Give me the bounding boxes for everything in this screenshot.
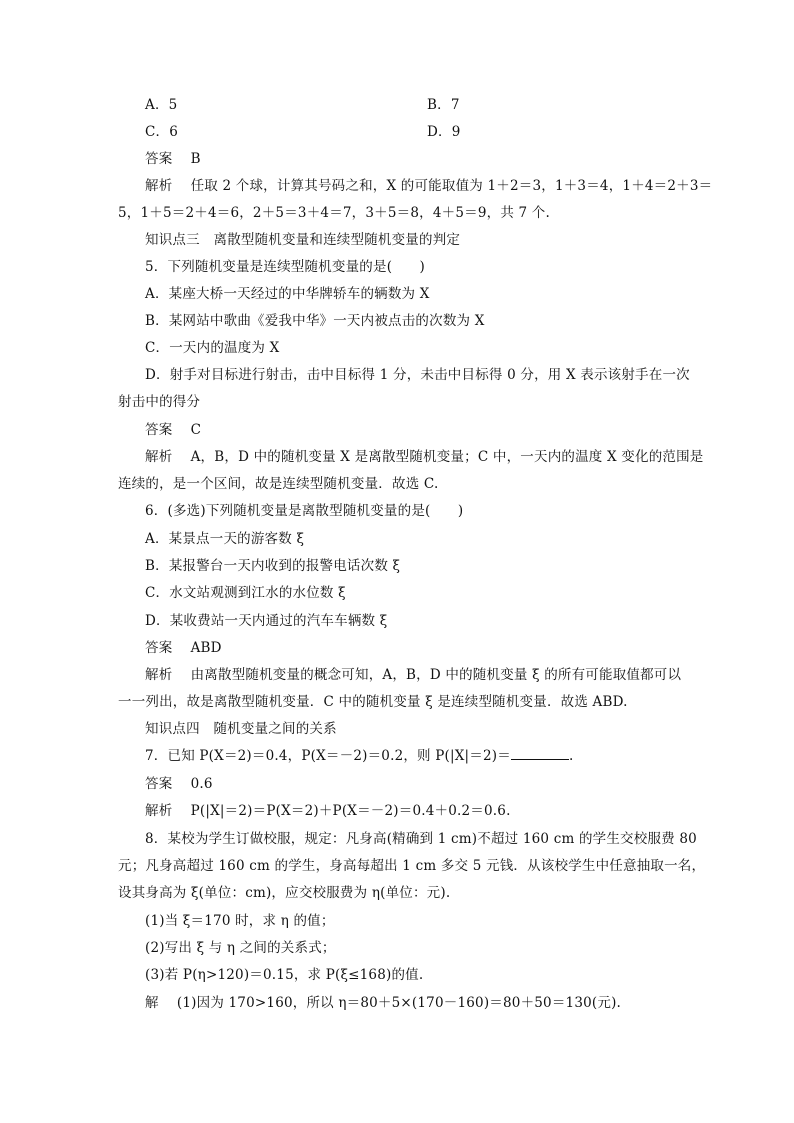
q4-option-c: C．6 (145, 124, 179, 140)
q5-option-b: B．某网站中歌曲《爱我中华》一天内被点击的次数为 X (145, 313, 485, 329)
q5-option-a: A．某座大桥一天经过的中华牌轿车的辆数为 X (145, 286, 430, 302)
q8-part-2: (2)写出 ξ 与 η 之间的关系式； (145, 940, 336, 956)
analysis-text: 由离散型随机变量的概念可知，A，B，D 中的随机变量 ξ 的所有可能取值都可以 (190, 667, 682, 683)
q8-stem-line-1: 8．某校为学生订做校服，规定：凡身高(精确到 1 cm)不超过 160 cm 的学生交校服费 80 (145, 831, 697, 847)
q8-solution-line-1 (145, 994, 621, 1012)
q6-option-c: C．水文站观测到江水的水位数 ξ (145, 585, 346, 601)
q4-analysis-line-1 (145, 177, 712, 195)
q8-part-1: (1)当 ξ＝170 时，求 η 的值； (145, 913, 335, 929)
answer-blank (511, 747, 569, 760)
q4-analysis-line-2: 5，1＋5＝2＋4＝6，2＋5＝3＋4＝7，3＋5＝8，4＋5＝9，共 7 个. (118, 205, 550, 221)
q6-option-d: D．某收费站一天内通过的汽车车辆数 ξ (145, 613, 388, 629)
q4-answer (145, 150, 201, 168)
analysis-label: 解析 (145, 449, 173, 465)
answer-value: C (190, 422, 202, 438)
answer-label: 答案 (145, 151, 173, 167)
q5-stem: 5．下列随机变量是连续型随机变量的是( ) (145, 259, 426, 275)
analysis-label: 解析 (145, 178, 173, 194)
answer-label: 答案 (145, 776, 173, 792)
q6-option-b: B．某报警台一天内收到的报警电话次数 ξ (145, 558, 401, 574)
answer-label: 答案 (145, 422, 173, 438)
answer-value: B (190, 151, 201, 167)
q5-analysis-line-1 (145, 448, 704, 466)
q6-answer (145, 639, 222, 657)
solution-text: (1)因为 170>160，所以 η＝80＋5×(170－160)＝80＋50＝130(元). (176, 995, 622, 1011)
q6-stem: 6．(多选)下列随机变量是离散型随机变量的是( ) (145, 503, 464, 519)
q7-analysis (145, 802, 511, 820)
section-heading-4: 知识点四 随机变量之间的关系 (145, 721, 337, 737)
q8-part-3: (3)若 P(η>120)＝0.15，求 P(ξ≤168)的值. (145, 967, 424, 983)
q4-option-d: D．9 (427, 124, 461, 140)
analysis-label: 解析 (145, 667, 173, 683)
q5-analysis-line-2: 连续的，是一个区间，故是连续型随机变量．故选 C. (118, 476, 439, 492)
q5-option-d-line-1: D．射手对目标进行射击，击中目标得 1 分，未击中目标得 0 分，用 X 表示该射手在一次 (145, 367, 690, 383)
solution-label: 解 (145, 995, 159, 1011)
analysis-text: P(|X|＝2)＝P(X＝2)＋P(X＝－2)＝0.4＋0.2＝0.6. (190, 803, 511, 819)
answer-label: 答案 (145, 640, 173, 656)
q4-option-b: B．7 (427, 97, 460, 113)
q7-answer (145, 775, 213, 793)
answer-value: 0.6 (190, 776, 213, 792)
q6-analysis-line-1 (145, 666, 681, 684)
q8-stem-line-3: 设其身高为 ξ(单位：cm)，应交校服费为 η(单位：元). (118, 885, 451, 901)
q5-answer (145, 421, 201, 439)
q7-stem-end: . (568, 748, 574, 764)
q8-stem-line-2: 元；凡身高超过 160 cm 的学生，身高每超出 1 cm 多交 5 元钱．从该校学生中任意抽取一名， (118, 858, 706, 874)
q5-option-d-line-2: 射击中的得分 (118, 394, 201, 410)
answer-value: ABD (190, 640, 222, 656)
q7-stem (145, 747, 573, 765)
q7-stem-text: 7．已知 P(X＝2)＝0.4，P(X＝－2)＝0.2，则 P(|X|＝2)＝ (145, 748, 511, 764)
q4-option-a: A．5 (145, 97, 178, 113)
q6-analysis-line-2: 一一列出，故是离散型随机变量．C 中的随机变量 ξ 是连续型随机变量．故选 ABD. (118, 694, 628, 710)
q6-option-a: A．某景点一天的游客数 ξ (145, 531, 305, 547)
q5-option-c: C．一天内的温度为 X (145, 340, 280, 356)
section-heading-3: 知识点三 离散型随机变量和连续型随机变量的判定 (145, 232, 461, 248)
analysis-text: 任取 2 个球，计算其号码之和，X 的可能取值为 1＋2＝3，1＋3＝4，1＋4＝2＋3＝ (190, 178, 713, 194)
analysis-text: A，B，D 中的随机变量 X 是离散型随机变量；C 中，一天内的温度 X 变化的范围是 (190, 449, 704, 465)
analysis-label: 解析 (145, 803, 173, 819)
